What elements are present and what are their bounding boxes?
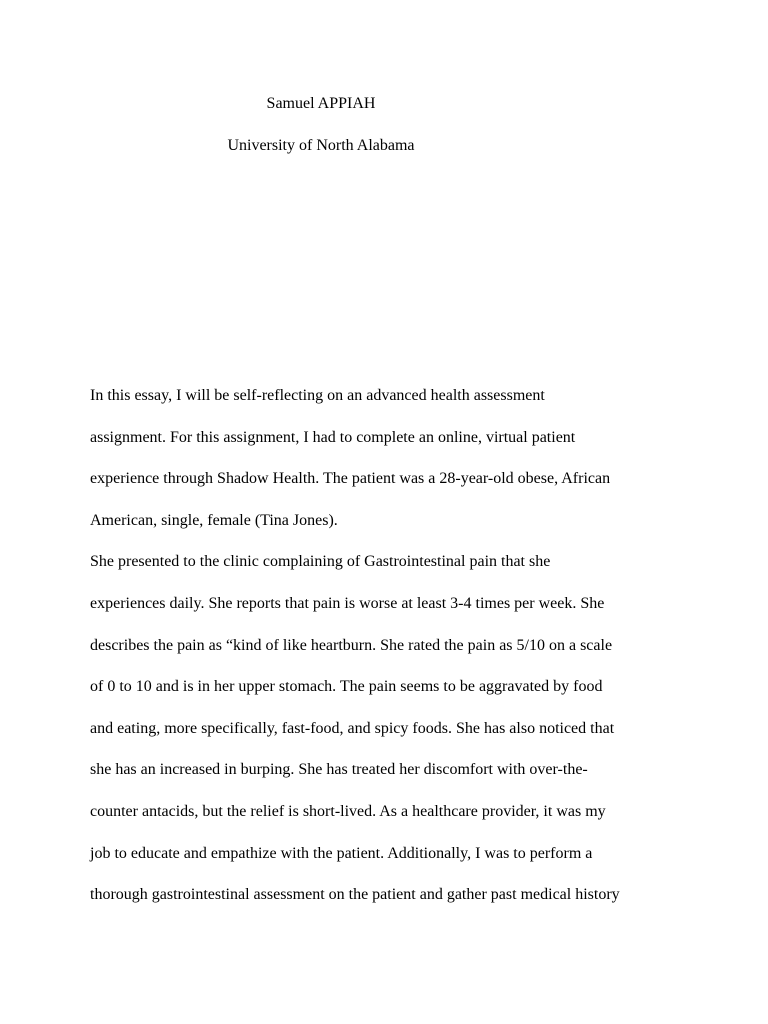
body-line: counter antacids, but the relief is short-lived. As a healthcare provider, it was my bbox=[90, 802, 606, 820]
body-line: American, single, female (Tina Jones). bbox=[90, 511, 338, 529]
body-line: experience through Shadow Health. The patient was a 28-year-old obese, African bbox=[90, 470, 611, 488]
author-affiliation: University of North Alabama bbox=[227, 137, 415, 154]
body-line: thorough gastrointestinal assessment on the patient and gather past medical history bbox=[90, 886, 620, 904]
body-line: She presented to the clinic complaining of Gastrointestinal pain that she bbox=[90, 553, 551, 571]
body-line: she has an increased in burping. She has treated her discomfort with over-the- bbox=[90, 761, 588, 779]
body-line: describes the pain as “kind of like heartburn. She rated the pain as 5/10 on a scale bbox=[90, 636, 613, 654]
body-line: and eating, more specifically, fast-food, and spicy foods. She has also noticed that bbox=[90, 719, 615, 737]
body-line: In this essay, I will be self-reflecting on an advanced health assessment bbox=[90, 387, 545, 404]
body-line: of 0 to 10 and is in her upper stomach. The pain seems to be aggravated by food bbox=[90, 678, 603, 696]
essay-body bbox=[90, 375, 690, 916]
body-line: assignment. For this assignment, I had to complete an online, virtual patient bbox=[90, 428, 576, 446]
body-line: experiences daily. She reports that pain is worse at least 3-4 times per week. She bbox=[90, 594, 605, 612]
author-name: Samuel APPIAH bbox=[266, 95, 376, 112]
body-line: job to educate and empathize with the patient. Additionally, I was to perform a bbox=[90, 844, 593, 862]
